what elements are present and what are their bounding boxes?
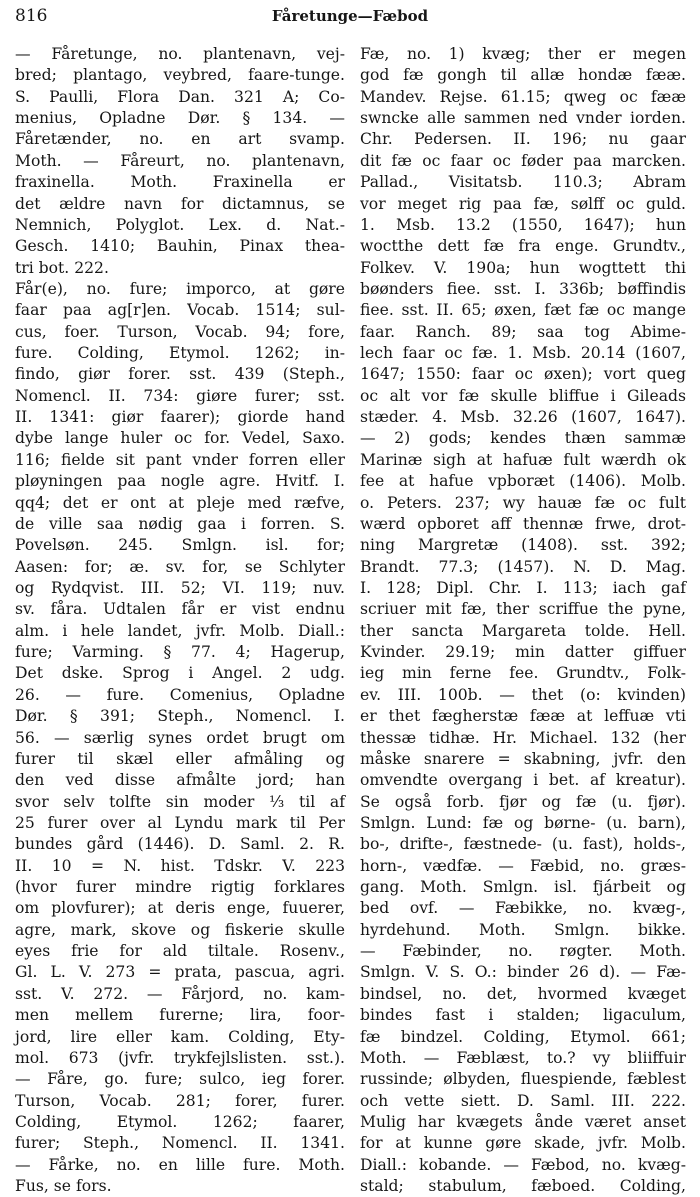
- text-line: menius, Opladne Dør. § 134. —: [15, 109, 345, 128]
- text-line: russinde; ølbyden, fluespiende, fæblest: [360, 1070, 686, 1089]
- text-line: de ville saa nødig gaa i forren. S.: [15, 514, 345, 533]
- text-line: er thet fægherstæ fææ at leffuæ vti: [360, 707, 686, 726]
- text-line: thessæ tidhæ. Hr. Michael. 132 (her: [360, 728, 686, 747]
- text-line: og Rydqvist. III. 52; VI. 119; nuv.: [15, 578, 345, 597]
- text-line: det ældre navn for dictamnus, se: [15, 194, 345, 213]
- text-line: bo-, drifte-, fæstnede- (u. fast), holds-,: [360, 835, 686, 854]
- text-line: stald; stabulum, fæboed. Colding,: [360, 1177, 686, 1196]
- text-line: jord, lire eller kam. Colding, Ety-: [15, 1027, 345, 1046]
- text-line: gang. Moth. Smlgn. isl. fjárbeit og: [360, 878, 686, 897]
- text-line: bed ovf. — Fæbikke, no. kvæg-,: [360, 899, 686, 918]
- text-line: dybe lange huler oc for. Vedel, Saxo.: [15, 429, 345, 448]
- text-line: Se også forb. fjør og fæ (u. fjør).: [360, 792, 686, 811]
- text-line: 116; fielde sit pant vnder forren eller: [15, 450, 345, 469]
- text-line: eyes frie for ald tiltale. Rosenv.,: [15, 942, 345, 961]
- text-line: svor selv tolfte sin moder ⅓ til af: [15, 792, 345, 811]
- page-header: [15, 4, 685, 30]
- text-line: alm. i hele landet, jvfr. Molb. Diall.:: [15, 621, 345, 640]
- text-line: tri bot. 222.: [15, 258, 109, 277]
- right-column: [360, 44, 686, 1196]
- text-line: furer til skæl eller afmåling og: [15, 749, 345, 768]
- text-line: swncke alle sammen ned vnder iorden.: [360, 109, 686, 128]
- text-line: qq4; det er ont at pleje med ræfve,: [15, 493, 345, 512]
- text-line: bundes gård (1446). D. Saml. 2. R.: [15, 835, 345, 854]
- text-line: Povelsøn. 245. Smlgn. isl. for;: [15, 536, 345, 555]
- text-line: Brandt. 77.3; (1457). N. D. Mag.: [360, 557, 686, 576]
- text-line: — Fårke, no. en lille fure. Moth.: [15, 1155, 345, 1174]
- text-line: fæ bindzel. Colding, Etymol. 661;: [360, 1027, 686, 1046]
- text-line: Folkev. V. 190a; hun wogttett thi: [360, 258, 686, 277]
- text-line: Mulig har kvægets ånde været anset: [360, 1112, 686, 1131]
- text-line: 26. — fure. Comenius, Opladne: [15, 685, 345, 704]
- text-line: (hvor furer mindre rigtig forklares: [15, 878, 345, 897]
- text-line: — Fåretunge, no. plantenavn, vej-: [15, 45, 345, 63]
- text-line: ieg min ferne fee. Grundtv., Folk-: [360, 664, 686, 683]
- text-line: findo, giør forer. sst. 439 (Steph.,: [15, 365, 345, 384]
- text-line: Får(e), no. fure; imporco, at gøre: [15, 279, 345, 298]
- text-line: den ved disse afmålte jord; han: [15, 771, 345, 790]
- text-line: Turson, Vocab. 281; forer, furer.: [15, 1091, 345, 1110]
- text-line: stæder. 4. Msb. 32.26 (1607, 1647).: [360, 408, 686, 427]
- text-line: S. Paulli, Flora Dan. 321 A; Co-: [15, 87, 345, 106]
- text-line: Fus, se fors.: [15, 1177, 112, 1196]
- text-line: II. 10 = N. hist. Tdskr. V. 223: [15, 856, 345, 875]
- text-line: sv. fåra. Udtalen får er vist endnu: [15, 600, 345, 619]
- text-line: Nomencl. II. 734: giøre furer; sst.: [15, 386, 345, 405]
- left-column: [15, 44, 345, 1196]
- text-line: — 2) gods; kendes thæn sammæ: [360, 429, 686, 448]
- running-head: Fåretunge—Fæbod: [271, 7, 429, 25]
- text-line: lech faar oc fæ. 1. Msb. 20.14 (1607,: [360, 344, 686, 363]
- text-line: om plovfurer); at deris enge, fuuerer,: [15, 899, 345, 918]
- text-line: faar paa ag[r]en. Vocab. 1514; sul-: [15, 301, 345, 320]
- text-line: oc alt vor fæ skulle bliffue i Gileads: [360, 386, 686, 405]
- text-line: Chr. Pedersen. II. 196; nu gaar: [360, 130, 686, 149]
- text-line: bred; plantago, veybred, faare-tunge.: [15, 66, 345, 85]
- text-line: wærd opboret aff thennæ frwe, drot-: [360, 514, 686, 533]
- text-line: Colding, Etymol. 1262; faarer,: [15, 1112, 345, 1131]
- text-line: 1647; 1550: faar oc øxen); vort queg: [360, 365, 686, 384]
- text-line: Gesch. 1410; Bauhin, Pinax thea-: [15, 237, 345, 256]
- text-line: Fæ, no. 1) kvæg; ther er megen: [360, 45, 686, 63]
- text-line: Aasen: for; æ. sv. for, se Schlyter: [15, 557, 345, 576]
- text-line: fee at hafue vpboræt (1406). Molb.: [360, 472, 686, 491]
- text-line: 1. Msb. 13.2 (1550, 1647); hun: [360, 215, 686, 234]
- text-line: bøønders fiee. sst. I. 336b; bøffindis: [360, 279, 686, 298]
- text-line: bindsel, no. det, hvormed kvæget: [360, 984, 686, 1003]
- text-line: — Fæbinder, no. røgter. Moth.: [360, 942, 686, 961]
- text-line: Smlgn. Lund: fæ og børne- (u. barn),: [360, 813, 686, 832]
- text-line: Smlgn. V. S. O.: binder 26 d). — Fæ-: [360, 963, 686, 982]
- text-line: Diall.: kobande. — Fæbod, no. kvæg-: [360, 1155, 686, 1174]
- text-line: fure; Varming. § 77. 4; Hagerup,: [15, 643, 345, 662]
- text-line: II. 1341: giør faarer); giorde hand: [15, 408, 345, 427]
- text-line: faar. Ranch. 89; saa tog Abime-: [360, 322, 686, 341]
- text-line: Marinæ sigh at hafuæ fult wærdh ok: [360, 450, 686, 469]
- text-line: mol. 673 (jvfr. trykfejlslisten. sst.).: [15, 1048, 345, 1067]
- text-line: I. 128; Dipl. Chr. I. 113; iach gaf: [360, 578, 686, 597]
- text-line: Gl. L. V. 273 = prata, pascua, agri.: [15, 963, 345, 982]
- text-line: — Fåre, go. fure; sulco, ieg forer.: [15, 1070, 345, 1089]
- page-number: 816: [15, 6, 48, 26]
- text-line: ther sancta Margareta tolde. Hell.: [360, 621, 686, 640]
- text-line: Moth. — Fåreurt, no. plantenavn,: [15, 151, 345, 170]
- text-line: sst. V. 272. — Fårjord, no. kam-: [15, 984, 345, 1003]
- text-line: Dør. § 391; Steph., Nomencl. I.: [15, 707, 345, 726]
- text-line: ev. III. 100b. — thet (o: kvinden): [360, 685, 686, 704]
- text-line: for at kunne gøre skade, jvfr. Molb.: [360, 1134, 686, 1153]
- text-line: bindes fast i stalden; ligaculum,: [360, 1006, 686, 1025]
- text-line: Moth. — Fæblæst, to.? vy bliiffuir: [360, 1048, 686, 1067]
- text-line: 56. — særlig synes ordet brugt om: [15, 728, 345, 747]
- text-line: ning Margretæ (1408). sst. 392;: [360, 536, 686, 555]
- text-line: horn-, vædfæ. — Fæbid, no. græs-: [360, 856, 686, 875]
- text-line: Pallad., Visitatsb. 110.3; Abram: [360, 173, 686, 192]
- text-line: fiee. sst. II. 65; øxen, fæt fæ oc mange: [360, 301, 686, 320]
- text-line: hyrdehund. Moth. Smlgn. bikke.: [360, 920, 686, 939]
- text-line: pløyningen paa nogle agre. Hvitf. I.: [15, 472, 345, 491]
- text-line: fure. Colding, Etymol. 1262; in-: [15, 344, 345, 363]
- text-line: woctthe dett fæ fra enge. Grundtv.,: [360, 237, 686, 256]
- text-line: 25 furer over al Lyndu mark til Per: [15, 813, 345, 832]
- text-line: vor meget rig paa fæ, sølff oc guld.: [360, 194, 686, 213]
- text-line: Nemnich, Polyglot. Lex. d. Nat.-: [15, 215, 345, 234]
- text-line: god fæ gongh til allæ hondæ fææ.: [360, 66, 686, 85]
- text-line: Mandev. Rejse. 61.15; qweg oc fææ: [360, 87, 686, 106]
- text-line: Kvinder. 29.19; min datter giffuer: [360, 643, 686, 662]
- text-line: agre, mark, skove og fiskerie skulle: [15, 920, 345, 939]
- text-line: Fåretænder, no. en art svamp.: [15, 130, 345, 149]
- text-line: omvendte overgang i bet. af kreatur).: [360, 771, 686, 790]
- text-line: dit fæ oc faar oc føder paa marcken.: [360, 151, 686, 170]
- text-line: fraxinella. Moth. Fraxinella er: [15, 173, 345, 192]
- text-line: scriuer mit fæ, ther scriffue the pyne,: [360, 600, 686, 619]
- text-line: måske snarere = skabning, jvfr. den: [360, 749, 686, 768]
- text-line: o. Peters. 237; wy hauæ fæ oc fult: [360, 493, 686, 512]
- text-line: cus, foer. Turson, Vocab. 94; fore,: [15, 322, 345, 341]
- text-line: furer; Steph., Nomencl. II. 1341.: [15, 1134, 345, 1153]
- text-line: och vette siett. D. Saml. III. 222.: [360, 1091, 686, 1110]
- text-line: Det dske. Sprog i Angel. 2 udg.: [15, 664, 345, 683]
- text-line: men mellem furerne; lira, foor-: [15, 1006, 345, 1025]
